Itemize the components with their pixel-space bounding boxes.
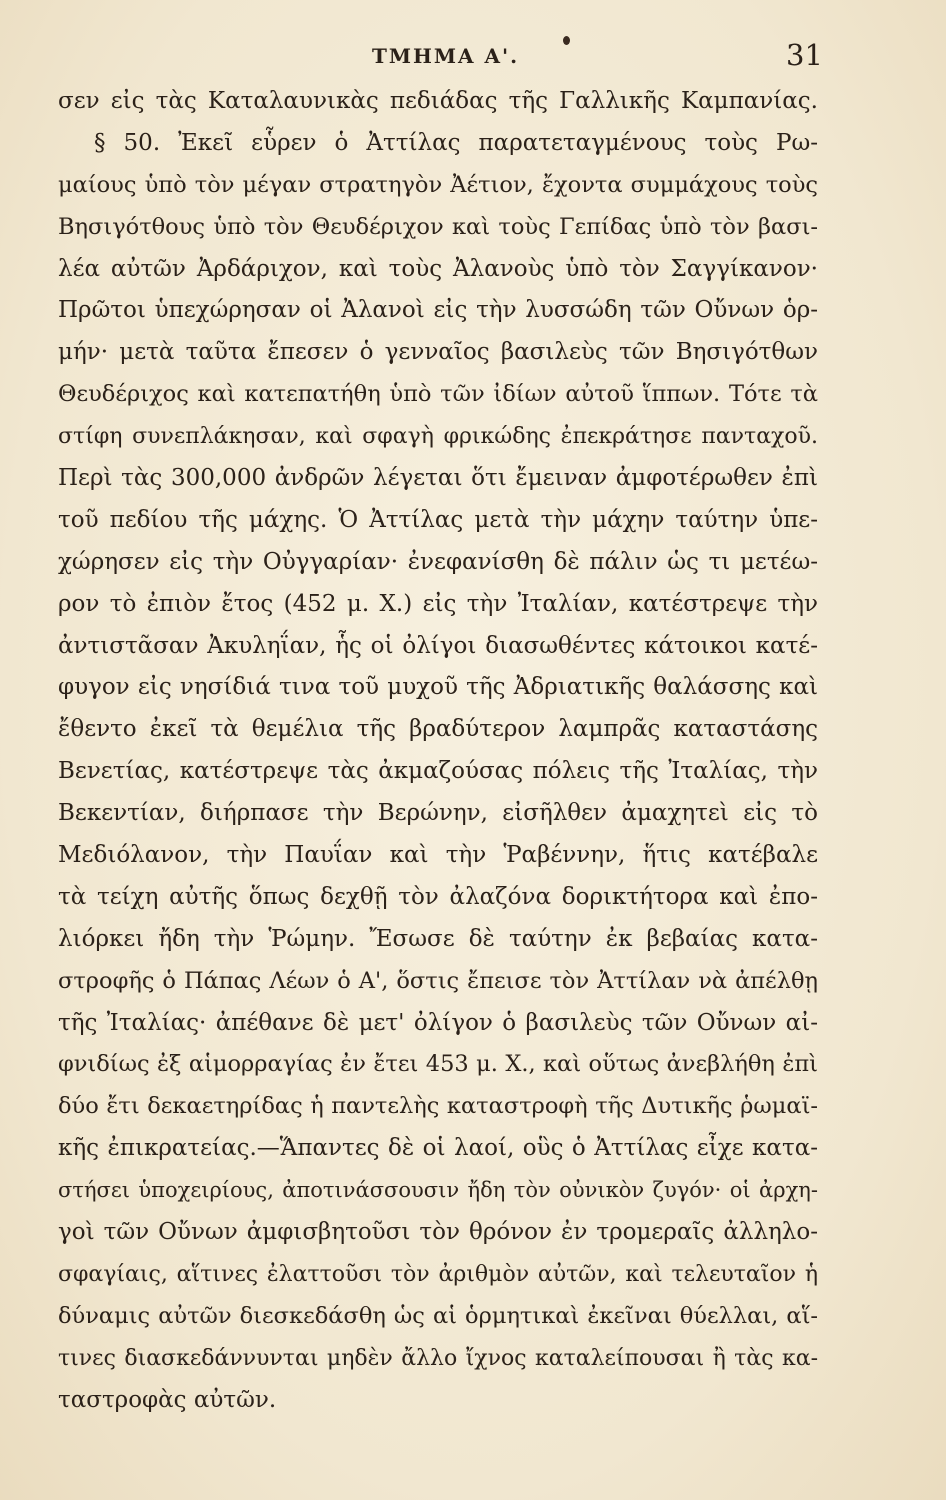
text-line: ἔθεντο ἐκεῖ τὰ θεμέλια τῆς βραδύτερον λαμπρᾶς καταστάσης <box>58 716 818 743</box>
text-line: λιόρκει ἤδη τὴν Ῥώμην. Ἔσωσε δὲ ταύτην ἐκ βεβαίας κατα- <box>58 925 818 952</box>
body-text <box>58 81 818 1422</box>
ink-spot <box>563 36 570 45</box>
text-line: τὰ τείχη αὐτῆς ὅπως δεχθῇ τὸν ἀλαζόνα δορικτήτορα καὶ ἐπο- <box>58 883 818 910</box>
text-line: Βησιγότθους ὑπὸ τὸν Θευδέριχον καὶ τοὺς Γεπίδας ὑπὸ τὸν βασι- <box>58 213 818 240</box>
text-line: στίφη συνεπλάκησαν, καὶ σφαγὴ φρικώδης ἐπεκράτησε πανταχοῦ. <box>58 424 818 450</box>
text-line: στήσει ὑποχειρίους, ἀποτινάσσουσιν ἤδη τὸν οὐνικὸν ζυγόν· οἱ ἀρχη- <box>58 1178 818 1203</box>
paragraph-end-line: ταστροφὰς αὐτῶν. <box>58 1386 277 1413</box>
text-line: φυγον εἰς νησίδιά τινα τοῦ μυχοῦ τῆς Ἀδριατικῆς θαλάσσης καὶ <box>58 674 818 701</box>
text-line: τινες διασκεδάννυνται μηδὲν ἄλλο ἴχνος καταλείπουσαι ἢ τὰς κα- <box>58 1345 818 1371</box>
text-line: στροφῆς ὁ Πάπας Λέων ὁ Α', ὅστις ἔπεισε τὸν Ἀττίλαν νὰ ἀπέλθῃ <box>58 967 818 994</box>
text-line: κῆς ἐπικρατείας.—Ἅπαντες δὲ οἱ λαοί, οὓς ὁ Ἀττίλας εἶχε κατα- <box>58 1135 818 1162</box>
page-number: 31 <box>786 38 823 72</box>
text-line: Μεδιόλανον, τὴν Παυΐαν καὶ τὴν Ῥαβέννην, ἥτις κατέβαλε <box>58 842 818 869</box>
text-line: τοῦ πεδίου τῆς μάχης. Ὁ Ἀττίλας μετὰ τὴν μάχην ταύτην ὑπε- <box>58 506 818 533</box>
running-title: ΤΜΗΜΑ Α'. <box>372 44 520 68</box>
paragraph-start-line: § 50. Ἐκεῖ εὗρεν ὁ Ἀττίλας παρατεταγμένους τοὺς Ρω- <box>94 129 818 156</box>
text-line: ρον τὸ ἐπιὸν ἔτος (452 μ. Χ.) εἰς τὴν Ἰταλίαν, κατέστρεψε τὴν <box>58 590 818 617</box>
text-line: Πρῶτοι ὑπεχώρησαν οἱ Ἀλανοὶ εἰς τὴν λυσσώδη τῶν Οὔνων ὁρ- <box>58 297 818 324</box>
text-line: γοὶ τῶν Οὔνων ἀμφισβητοῦσι τὸν θρόνον ἐν τρομεραῖς ἀλληλο- <box>58 1219 818 1246</box>
text-line: μαίους ὑπὸ τὸν μέγαν στρατηγὸν Ἀέτιον, ἔχοντα συμμάχους τοὺς <box>58 171 818 198</box>
text-line: τῆς Ἰταλίας· ἀπέθανε δὲ μετ' ὀλίγον ὁ βασιλεὺς τῶν Οὔνων αἰ- <box>58 1009 818 1036</box>
text-line: σφαγίαις, αἵτινες ἐλαττοῦσι τὸν ἀριθμὸν αὐτῶν, καὶ τελευταῖον ἡ <box>58 1261 818 1287</box>
text-line: Θευδέριχος καὶ κατεπατήθη ὑπὸ τῶν ἰδίων αὐτοῦ ἵππων. Τότε τὰ <box>58 381 818 408</box>
text-line: λέα αὐτῶν Ἀρδάριχον, καὶ τοὺς Ἀλανοὺς ὑπὸ τὸν Σαγγίκανον· <box>58 255 818 282</box>
text-line: ἀντιστᾶσαν Ἀκυληΐαν, ἧς οἱ ὀλίγοι διασωθέντες κάτοικοι κατέ- <box>58 632 818 659</box>
text-line: δύο ἔτι δεκαετηρίδας ἡ παντελὴς καταστροφὴ τῆς Δυτικῆς ῥωμαϊ- <box>58 1093 818 1120</box>
text-line: Βενετίας, κατέστρεψε τὰς ἀκμαζούσας πόλεις τῆς Ἰταλίας, τὴν <box>58 758 818 785</box>
text-line: φνιδίως ἐξ αἱμορραγίας ἐν ἔτει 453 μ. Χ., καὶ οὕτως ἀνεβλήθη ἐπὶ <box>58 1051 818 1078</box>
page-header <box>0 36 946 76</box>
text-line: δύναμις αὐτῶν διεσκεδάσθη ὡς αἱ ὁρμητικαὶ ἐκεῖναι θύελλαι, αἵ- <box>58 1302 818 1329</box>
text-line: Βεκεντίαν, διήρπασε τὴν Βερώνην, εἰσῆλθεν ἀμαχητεὶ εἰς τὸ <box>58 800 818 827</box>
text-line: Περὶ τὰς 300,000 ἀνδρῶν λέγεται ὅτι ἔμειναν ἀμφοτέρωθεν ἐπὶ <box>58 465 818 492</box>
text-line: μήν· μετὰ ταῦτα ἔπεσεν ὁ γενναῖος βασιλεὺς τῶν Βησιγότθων <box>58 339 818 366</box>
text-line: σεν εἰς τὰς Καταλαυνικὰς πεδιάδας τῆς Γαλλικῆς Καμπανίας. <box>58 88 818 114</box>
text-line: χώρησεν εἰς τὴν Οὐγγαρίαν· ἐνεφανίσθη δὲ πάλιν ὡς τι μετέω- <box>58 548 818 575</box>
